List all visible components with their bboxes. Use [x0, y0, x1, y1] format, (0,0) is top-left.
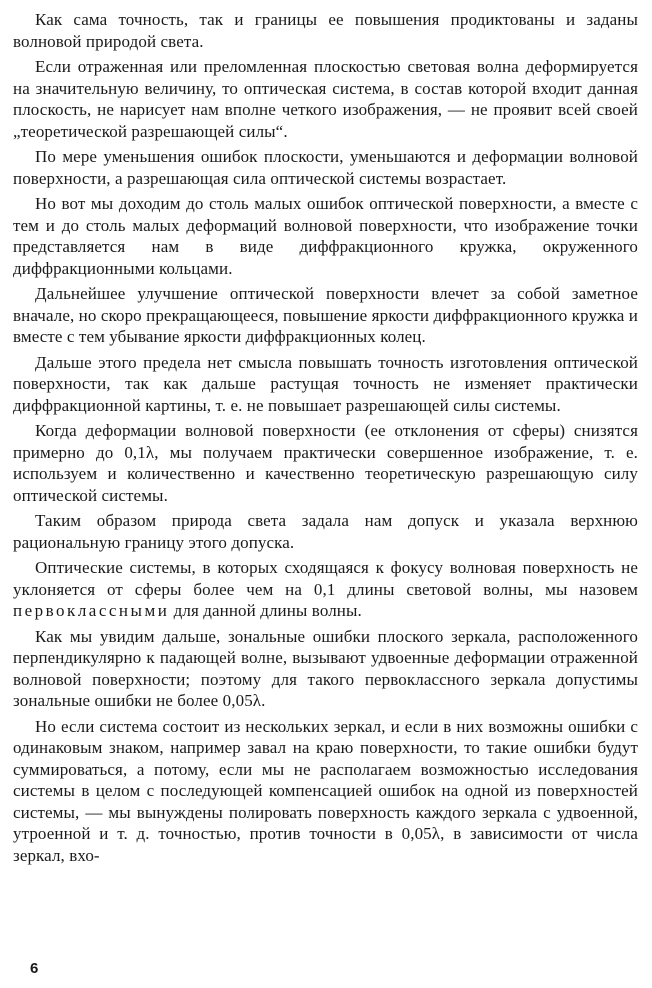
paragraph-8: Таким образом природа света задала нам допуск и указала верхнюю рациональную границу этого допуска.	[13, 511, 638, 552]
paragraph-4: Но вот мы доходим до столь малых ошибок оптической поверхности, а вместе с тем и до столь малых деформаций волновой поверхности, что изображение точки представляется нам в виде диффракционного кружка, окруженного диффракционными кольцами.	[13, 194, 638, 278]
page-number: 6	[30, 960, 39, 977]
paragraph-10: Как мы увидим дальше, зональные ошибки плоского зеркала, расположенного перпендикулярно к падающей волне, вызывают удвоенные деформации отраженной волновой поверхности; поэтому для такого первоклассного зеркала допустимы зональные ошибки не более 0,05λ.	[13, 626, 638, 710]
definition-text-before: Оптические системы, в которых сходящаяся к фокусу волновая поверхность не уклоняется от сферы более чем на 0,1 длины световой волны, мы назовем	[13, 558, 638, 599]
page-body	[13, 9, 638, 866]
paragraph-1: Как сама точность, так и границы ее повышения продиктованы и заданы волновой природой света.	[13, 10, 638, 51]
paragraph-3: По мере уменьшения ошибок плоскости, уменьшаются и деформации волновой поверхности, а разрешающая сила оптической системы возрастает.	[13, 147, 638, 188]
definition-paragraph	[13, 557, 638, 622]
paragraph-7: Когда деформации волновой поверхности (ее отклонения от сферы) снизятся примерно до 0,1λ, мы получаем практически совершенное изображение, т. е. используем и количественно и качественно теоретическую разрешающую силу оптической системы.	[13, 421, 638, 505]
paragraph-11: Но если система состоит из нескольких зеркал, и если в них возможны ошибки с одинаковым знаком, например завал на краю поверхности, то такие ошибки будут суммироваться, а потому, если мы не располагаем возможностью исследования системы в целом с последующей компенсацией ошибок на одной из поверхностей системы, — мы вынуждены полировать поверхность каждого зеркала с удвоенной, утроенной и т. д. точностью, против точности в 0,05λ, в зависимости от числа зеркал, вхо-	[13, 716, 638, 865]
paragraph-6: Дальше этого предела нет смысла повышать точность изготовления оптической поверхности, так как дальше растущая точность не изменяет практически диффракционной картины, т. е. не повышает разрешающей силы системы.	[13, 352, 638, 415]
paragraph-2: Если отраженная или преломленная плоскостью световая волна деформируется на значительную величину, то оптическая система, в состав которой входит данная плоскость, не нарисует нам вполне четкого изображения, — не проявит всей своей „теоретической разрешающей силы“.	[13, 57, 638, 141]
definition-term: первоклассными	[13, 601, 170, 620]
definition-text-after: для данной длины волны.	[169, 601, 362, 620]
paragraph-5: Дальнейшее улучшение оптической поверхности влечет за собой заметное вначале, но скоро прекращающееся, повышение яркости диффракционного кружка и вместе с тем убывание яркости диффракционных колец.	[13, 284, 638, 346]
